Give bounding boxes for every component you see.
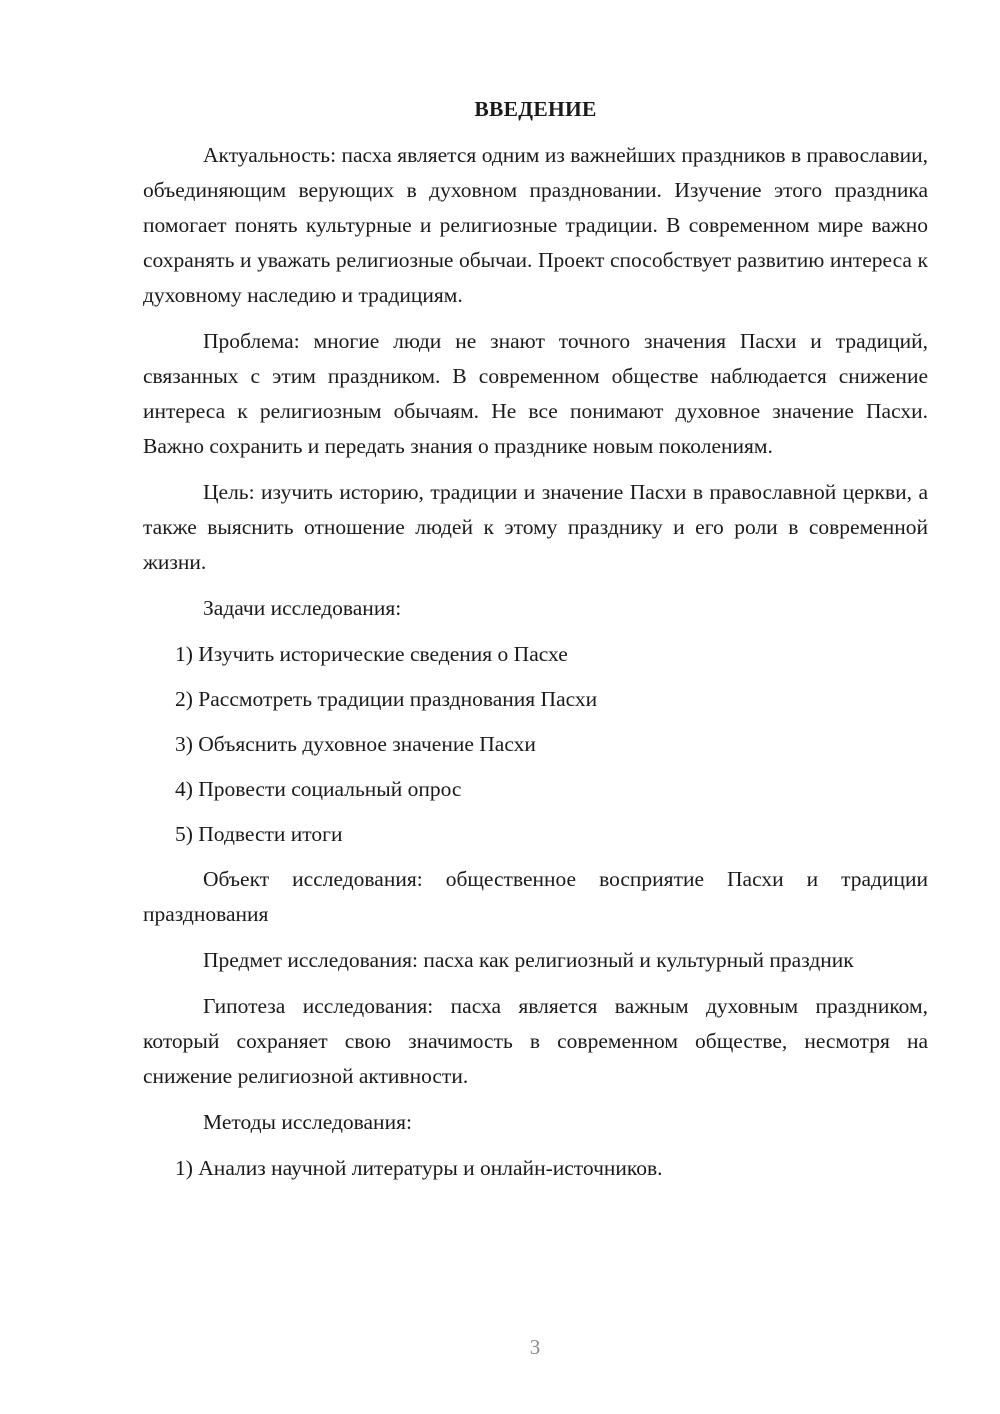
page-number: 3 bbox=[529, 1335, 541, 1359]
list-item: 5) Подвести итоги bbox=[175, 822, 343, 846]
relevance-paragraph: Актуальность: пасха является одним из важнейших праздников в православии, объединяющим верующих в духовном праздновании. Изучение этого праздника помогает понять культурные и религиозные традиции. В современном мире важно сохранять и уважать религиозные обычаи. Проект способствует развитию интереса к духовному наследию и традициям. bbox=[143, 143, 928, 307]
tasks-label: Задачи исследования: bbox=[203, 596, 402, 620]
list-item: 2) Рассмотреть традиции празднования Пасхи bbox=[175, 687, 598, 711]
list-item: 1) Изучить исторические сведения о Пасхе bbox=[175, 642, 568, 666]
list-item: 1) Анализ научной литературы и онлайн-источников. bbox=[175, 1156, 663, 1180]
methods-label: Методы исследования: bbox=[203, 1110, 412, 1134]
section-heading: ВВЕДЕНИЕ bbox=[474, 97, 597, 121]
document-page bbox=[143, 92, 928, 1196]
list-item: 4) Провести социальный опрос bbox=[175, 777, 462, 801]
goal-paragraph: Цель: изучить историю, традиции и значение Пасхи в православной церкви, а также выяснить отношение людей к этому празднику и его роли в современной жизни. bbox=[143, 480, 928, 574]
object-paragraph: Объект исследования: общественное восприятие Пасхи и традиции празднования bbox=[143, 867, 928, 926]
subject-paragraph: Предмет исследования: пасха как религиозный и культурный праздник bbox=[203, 948, 854, 972]
tasks-list bbox=[143, 637, 928, 852]
problem-paragraph: Проблема: многие люди не знают точного значения Пасхи и традиций, связанных с этим праздником. В современном обществе наблюдается снижение интереса к религиозным обычаям. Не все понимают духовное значение Пасхи. Важно сохранить и передать знания о празднике новым поколениям. bbox=[143, 329, 928, 458]
list-item: 3) Объяснить духовное значение Пасхи bbox=[175, 732, 536, 756]
hypothesis-paragraph: Гипотеза исследования: пасха является важным духовным праздником, который сохраняет свою значимость в современном обществе, несмотря на снижение религиозной активности. bbox=[143, 994, 928, 1088]
methods-list bbox=[143, 1151, 928, 1186]
